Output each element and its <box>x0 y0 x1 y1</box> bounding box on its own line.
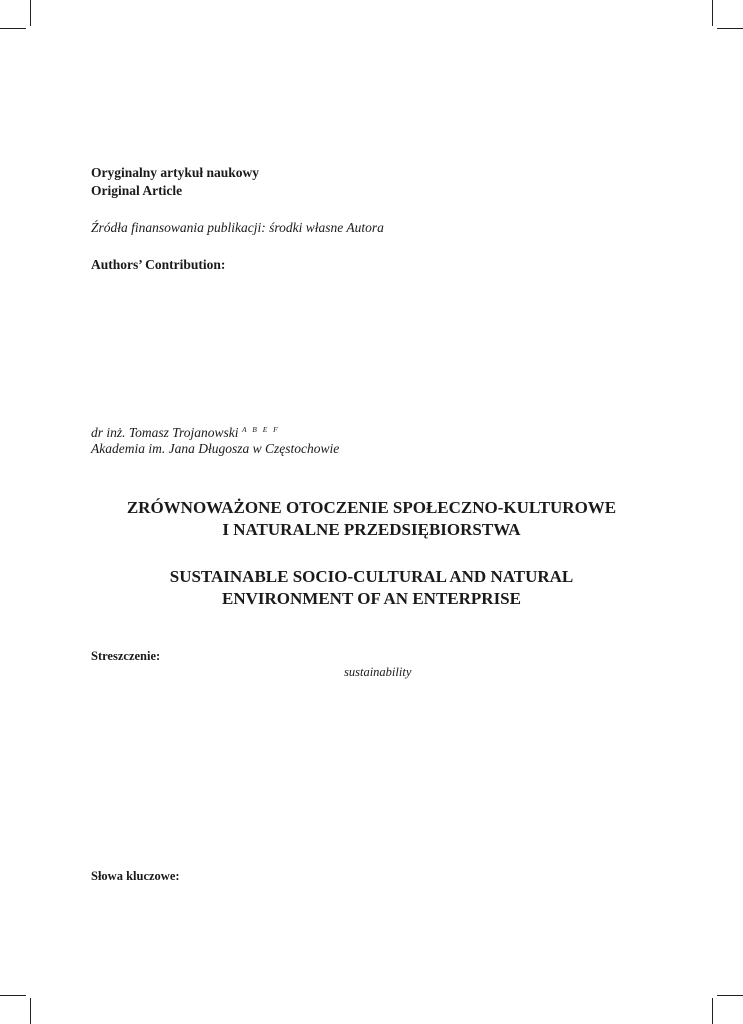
title-english-line-2: ENVIRONMENT OF AN ENTERPRISE <box>222 589 521 608</box>
crop-mark <box>30 998 31 1024</box>
abstract-fragment: sustainability <box>344 665 412 679</box>
author-line <box>91 421 280 442</box>
abstract-label: Streszczenie: <box>91 649 161 663</box>
article-type-polish: Oryginalny artykuł naukowy <box>91 165 260 180</box>
article-type-english: Original Article <box>91 183 183 198</box>
crop-mark <box>717 28 743 29</box>
funding-source: Źródła finansowania publikacji: środki własne Autora <box>91 220 384 235</box>
title-english-line-1: SUSTAINABLE SOCIO-CULTURAL AND NATURAL <box>169 567 574 586</box>
authors-contribution-label: Authors’ Contribution: <box>91 257 226 272</box>
author-affiliation-marks: A B E F <box>241 425 280 434</box>
crop-mark <box>712 998 713 1024</box>
crop-mark <box>712 0 713 26</box>
author-name: dr inż. Tomasz Trojanowski <box>91 425 239 440</box>
crop-mark <box>0 995 26 996</box>
title-polish-line-1: ZRÓWNOWAŻONE OTOCZENIE SPOŁECZNO-KULTUROWE <box>126 498 617 517</box>
crop-mark <box>717 995 743 996</box>
keywords-label: Słowa kluczowe: <box>91 869 180 883</box>
crop-mark <box>30 0 31 26</box>
author-institution: Akademia im. Jana Długosza w Częstochowie <box>91 441 340 456</box>
title-polish-line-2: I NATURALNE PRZEDSIĘBIORSTWA <box>222 520 521 539</box>
crop-mark <box>0 28 26 29</box>
